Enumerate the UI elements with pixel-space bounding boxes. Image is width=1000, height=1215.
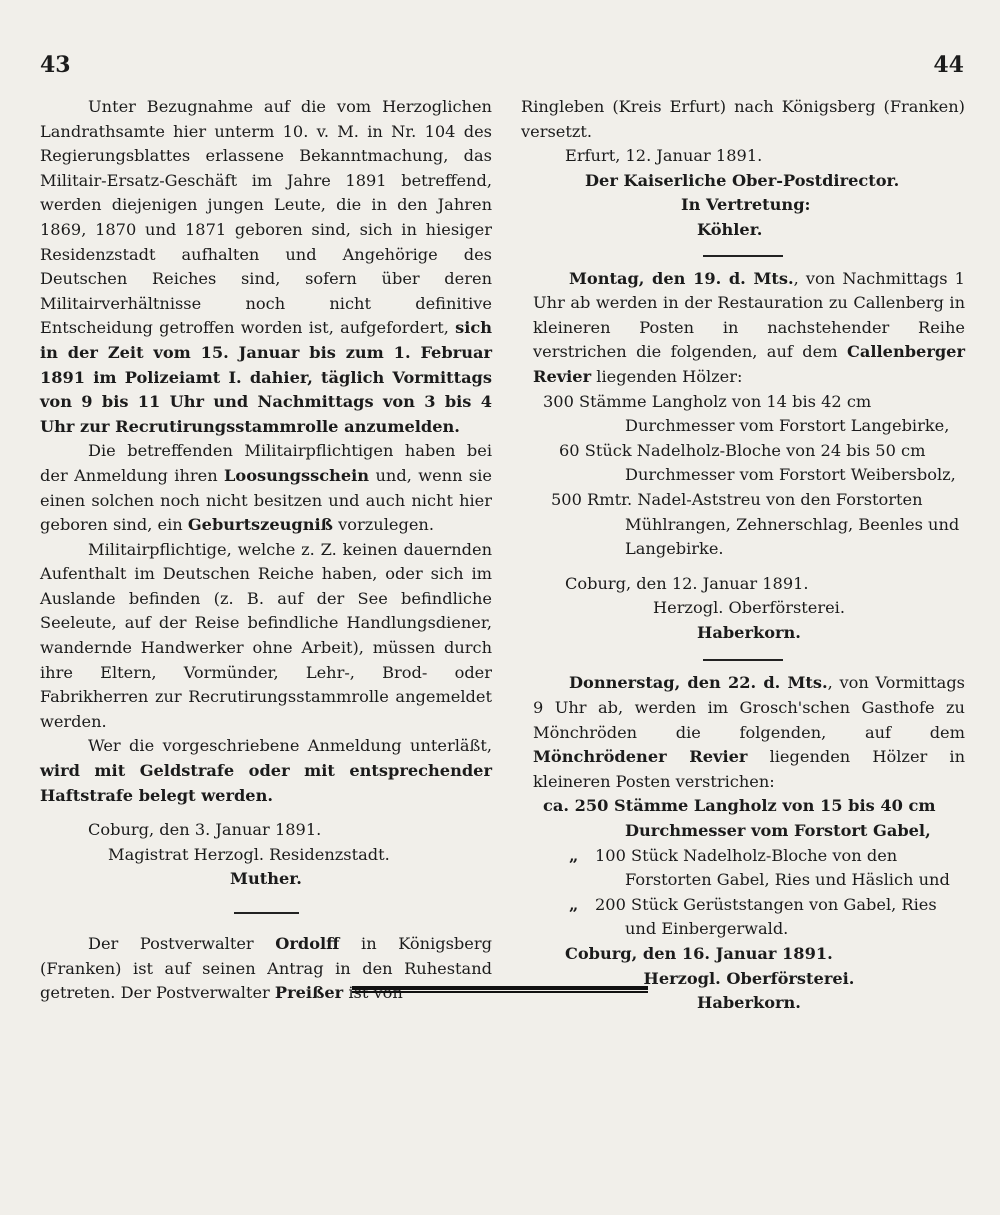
moenchroeden-intro-c: liegenden Hölzer in kleineren Posten verstrichen: <box>533 747 966 791</box>
moenchroeden-item-3 <box>533 893 965 942</box>
moenchroeden-item-1-text: ca. 250 Stämme Langholz von 15 bis 40 cm Durchmesser vom Forstort Gabel, <box>543 796 936 841</box>
ditto-mark: „ <box>569 894 579 914</box>
separator-rule <box>234 912 299 914</box>
documents-text-c: und, wenn sie einen solchen noch nicht besitzen und auch nicht hier geboren sind, ein <box>40 465 492 535</box>
notice2-deputy: In Vertretung: <box>681 195 811 215</box>
moenchroeden-date: Donnerstag, den 22. d. Mts. <box>569 673 828 693</box>
left-column <box>40 95 492 1006</box>
penalty-text-b: wird mit Geldstrafe oder mit entsprechender Haftstrafe belegt werden. <box>40 761 492 805</box>
penalty-paragraph <box>40 734 492 808</box>
callenberg-item-2: 60 Stück Nadelholz-Bloche von 24 bis 50 cm Durchmesser vom Forstort Weibersbolz, <box>559 440 956 485</box>
notice2-authority: Der Kaiserliche Ober-Postdirector. <box>585 170 900 190</box>
moenchroeden-intro-a: , von Vormittags 9 Uhr ab, werden im Grosch'schen Gasthofe zu Mönchröden die folgenden, auf dem <box>533 673 965 742</box>
moenchroeden-place-date: Coburg, den 16. Januar 1891. <box>565 944 833 963</box>
callenberg-authority: Herzogl. Oberförsterei. <box>653 598 845 618</box>
page-number-right: 44 <box>933 52 964 78</box>
callenberg-item-1: 300 Stämme Langholz von 14 bis 42 cm Durchmesser vom Forstort Langebirke, <box>543 391 950 436</box>
callenberg-date: Montag, den 19. d. Mts. <box>569 268 794 288</box>
notice1-place-date: Coburg, den 3. Januar 1891. <box>88 820 322 840</box>
notice2-signature: Köhler. <box>697 219 763 239</box>
moenchroeden-revier: Mönchrödener Revier <box>533 747 748 767</box>
separator-rule-right <box>703 255 783 257</box>
notice1-authority: Magistrat Herzogl. Residenzstadt. <box>108 844 390 864</box>
callenberg-intro-a: , von Nachmittags 1 Uhr ab werden in der Restauration zu Callenberg in kleineren Posten in nachstehender Reihe verstrichen die folgenden, auf dem <box>533 268 965 362</box>
callenberg-intro-c: liegenden Hölzer: <box>591 366 743 386</box>
postmaster-text-a: Der Postverwalter <box>88 934 276 953</box>
documents-text-a: Die betreffenden Militairpflichtigen haben bei der Anmeldung ihren <box>40 441 492 485</box>
callenberg-revier: Callenberger Revier <box>533 342 965 386</box>
geburtszeugnis-term: Geburtszeugniß <box>187 515 333 535</box>
right-column <box>521 95 965 1016</box>
recruitment-notice-deadline: sich in der Zeit vom 15. Januar bis zum 1. Februar 1891 im Polizeiamt I. dahier, täglich Vormittags von 9 bis 11 Uhr und Nachmittags von 3 bis 4 Uhr zur Recrutirungsstammrolle anzumelden. <box>40 318 492 436</box>
separator-rule-right-2 <box>703 659 783 661</box>
callenberg-item-3: 500 Rmtr. Nadel-Aststreu von den Forstorten Mühlrangen, Zehnerschlag, Beenles und Langebirke. <box>551 489 960 559</box>
moenchroeden-signature: Haberkorn. <box>697 993 801 1013</box>
moenchroeden-item-1 <box>533 794 965 843</box>
postmaster-name-ordolff: Ordolff <box>275 934 340 953</box>
postmaster-text-e: ist von <box>343 983 403 1003</box>
callenberg-intro <box>533 267 965 390</box>
ditto-mark: „ <box>569 845 579 865</box>
callenberg-place-date: Coburg, den 12. Januar 1891. <box>565 573 809 593</box>
loosungsschein-term: Loosungsschein <box>224 465 370 485</box>
notice2-place-date: Erfurt, 12. Januar 1891. <box>565 146 763 166</box>
moenchroeden-authority: Herzogl. Oberförsterei. <box>643 968 855 988</box>
recruitment-notice-text: Unter Bezugnahme auf die vom Herzoglichen Landrathsamte hier unterm 10. v. M. in Nr. 104 des Regierungsblattes erlassene Bekanntmachung, das Militair-Ersatz-Geschäft im Jahre 1891 betreffend, werden diejenigen jungen Leute, die in den Jahren 1869, 1870 und 1871 geboren sind, sich in hiesiger Residenzstadt aufhalten und Angehörige des Deutschen Reiches sind, sofern über deren Militairverhältnisse noch nicht definitive Entscheidung getroffen worden ist, aufgefordert, <box>40 97 492 338</box>
documents-text-d: vorzulegen. <box>332 515 434 535</box>
postmaster-notice <box>40 932 492 1006</box>
moenchroeden-item-3-text: 200 Stück Gerüststangen von Gabel, Ries und Einbergerwald. <box>595 894 937 939</box>
bottom-double-rule <box>352 986 648 993</box>
timber-auction-moenchroeden <box>533 671 965 1015</box>
moenchroeden-item-2-text: 100 Stück Nadelholz-Bloche von den Forstorten Gabel, Ries und Häslich und <box>595 845 950 890</box>
callenberg-signature: Haberkorn. <box>697 622 801 642</box>
penalty-text-a: Wer die vorgeschriebene Anmeldung unterläßt, <box>88 736 492 756</box>
postmaster-name-preisser: Preißer <box>274 983 344 1003</box>
timber-auction-callenberg <box>533 267 965 646</box>
notice1-signature: Muther. <box>230 869 302 889</box>
page-number-left: 43 <box>40 52 71 78</box>
moenchroeden-intro <box>533 671 965 794</box>
moenchroeden-item-2 <box>533 844 965 893</box>
recruitment-notice-paragraph <box>40 95 492 439</box>
postmaster-notice-continued: Ringleben (Kreis Erfurt) nach Königsberg (Franken) versetzt. <box>521 97 965 141</box>
documents-paragraph <box>40 439 492 537</box>
abroad-paragraph: Militairpflichtige, welche z. Z. keinen dauernden Aufenthalt im Deutschen Reiche haben, oder sich im Auslande befinden (z. B. auf der See befindliche Seeleute, auf der Reise befindliche Handlungsdiener, wandernde Handwerker ohne Arbeit), müssen durch ihre Eltern, Vormünder, Lehr-, Brod- oder Fabrikherren zur Recrutirungsstammrolle angemeldet werden. <box>40 539 492 731</box>
postmaster-text-c: in Königsberg (Franken) ist auf seinen Antrag in den Ruhestand getreten. Der Postverwalter <box>40 934 492 1003</box>
